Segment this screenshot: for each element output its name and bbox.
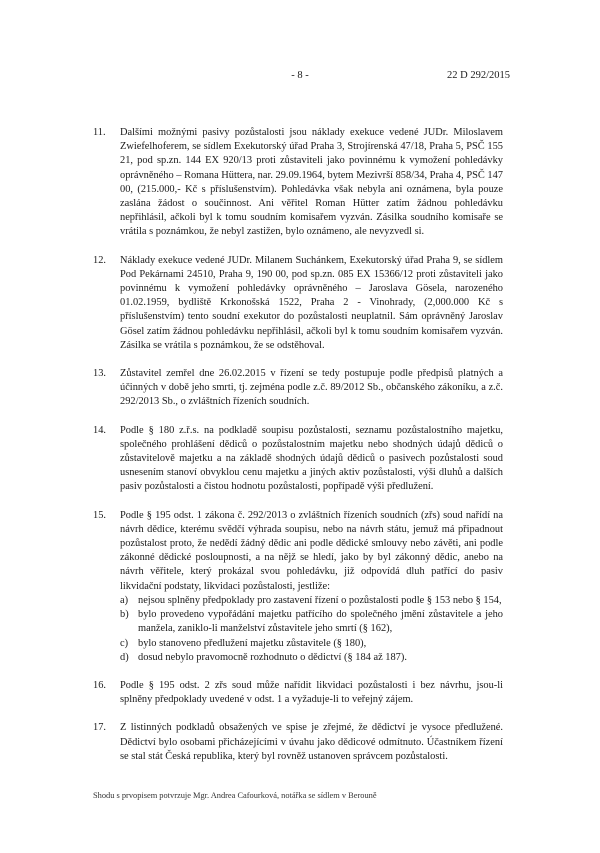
page-header — [0, 70, 600, 84]
paragraph-13 — [93, 367, 503, 410]
page-number: - 8 - — [291, 70, 309, 81]
list-item-label: b) — [120, 609, 129, 621]
condition-list — [120, 594, 503, 665]
list-item — [120, 651, 503, 665]
paragraph-number: 16. — [93, 679, 106, 691]
list-item-label: c) — [120, 637, 129, 649]
list-item — [120, 637, 503, 651]
list-item-text: bylo stanoveno předlužení majetku zůstavitele (§ 180), — [138, 637, 367, 649]
paragraph-text: Zůstavitel zemřel dne 26.02.2015 v řízení se tedy postupuje podle předpisů platných a účinných v době jeho smrti, tj. zejména podle z.č. 89/2012 Sb., občanského zákoníku, a z.č. 292/2013 Sb., o zvláštních řízeních soudních. — [120, 368, 503, 408]
paragraph-number: 11. — [93, 127, 106, 138]
paragraph-text: Podle § 195 odst. 1 zákona č. 292/2013 o zvláštních řízeních soudních (zřs) soud nařídí na návrh dědice, kterému svědčí výhrada soupisu, nebo na návrh státu, jemuž má připadnout pozůstalost proto, že nedědí žádný dědic ani podle dědické smlouvy nebo závěti, ani podle zákonné dědické posloupnosti, a na nějž se hledí, jako by byl zákonný dědic, anebo na návrh věřitele, který prokázal svou pohledávku, již odpovídá dluh patřící do pasiv likvidační podstaty, likvidaci pozůstalosti, jestliže: — [120, 509, 503, 592]
list-item-label: a) — [120, 594, 129, 606]
paragraph-number: 13. — [93, 368, 106, 380]
paragraph-11 — [93, 126, 503, 240]
paragraph-number: 12. — [93, 254, 106, 266]
certification-footer: Shodu s prvopisem potvrzuje Mgr. Andrea Cafourková, notářka se sídlem v Berouně — [93, 791, 377, 800]
paragraph-text: Z listinných podkladů obsažených ve spise je zřejmé, že dědictví je vysoce předlužené. Dědictví bylo osobami přicházejícími v úvahu jako dědicové odmítnuto. Účastníkem řízení se stal stát Česká republika, který byl rovněž ustanoven správcem pozůstalosti. — [120, 722, 503, 762]
paragraph-text: Dalšími možnými pasivy pozůstalosti jsou náklady exekuce vedené JUDr. Miloslavem Zwiefelhoferem, se sídlem Exekutorský úřad Praha 3, Strojírenská 47/18, Praha 5, PSČ 155 21, pod sp.zn. 144 EX 920/13 proti zůstaviteli jako povinnému k vymožení pohledávky oprávněného – Romana Hüttera, nar. 29.09.1964, bytem Mezivrší 858/34, Praha 4, PSČ 147 00, (215.000,- Kč s příslušenstvím). Pohledávka však nebyla ani oznámena, byla pouze zaslána žádost o součinnost. Ani věřitel Roman Hütter zatím žádnou pohledávku nepřihlásil, ačkoli byl k tomu soudním komisařem vyzván. Zásilka soudního komisaře se vrátila s poznámkou, že nebyl zastižen, bylo oznámeno, ale nevyzvedl si. — [120, 127, 503, 238]
paragraph-12 — [93, 254, 503, 353]
paragraph-17 — [93, 721, 503, 764]
list-item-text: dosud nebylo pravomocně rozhodnuto o dědictví (§ 184 až 187). — [138, 651, 407, 663]
paragraph-text: Podle § 195 odst. 2 zřs soud může nařídit likvidaci pozůstalosti i bez návrhu, jsou-li splněny předpoklady uvedené v odst. 1 a vyžaduje-li to veřejný zájem. — [120, 679, 503, 706]
case-number: 22 D 292/2015 — [447, 70, 510, 81]
list-item — [120, 608, 503, 636]
paragraph-15 — [93, 509, 503, 665]
paragraph-number: 17. — [93, 722, 106, 734]
document-body — [93, 126, 503, 778]
list-item-text: bylo provedeno vypořádání majetku patřícího do společného jmění zůstavitele a jeho manžela, zaniklo-li manželství zůstavitele jeho smrtí (§ 162), — [138, 609, 503, 635]
paragraph-14 — [93, 424, 503, 495]
paragraph-number: 15. — [93, 509, 106, 521]
paragraph-text: Náklady exekuce vedené JUDr. Milanem Suchánkem, Exekutorský úřad Praha 9, se sídlem Pod Pekárnami 24510, Praha 9, 190 00, pod sp.zn. 085 EX 15366/12 proti zůstaviteli jako povinnému k vymožení pohledávky oprávněného – Jaroslava Gösela, narozeného 01.02.1959, bydliště Krkonošská 1522, Praha 2 - Vinohrady, (2,000.000 Kč s příslušenstvím) tento soudní exekutor do pozůstalosti neuplatnil. Sám oprávněný Jaroslav Gösel zatím žádnou pohledávku nepřihlásil, ačkoli byl k tomu soudním komisařem vyzván. Zásilka se vrátila s poznámkou, že se odstěhoval. — [120, 254, 503, 351]
list-item — [120, 594, 503, 608]
paragraph-text: Podle § 180 z.ř.s. na podkladě soupisu pozůstalosti, seznamu pozůstalostního majetku, společného prohlášení dědiců o pozůstalostním majetku nebo shodných údajů dědiců o zůstavitelově majetku a na základě shodných údajů dědiců o pasivech pozůstalosti soud usnesením stanoví obvyklou cenu majetku a jiných aktiv pozůstalosti, výši dluhů a dalších pasiv pozůstalosti a čistou hodnotu pozůstalosti, popřípadě výši předlužení. — [120, 424, 503, 493]
paragraph-number: 14. — [93, 424, 106, 436]
paragraph-16 — [93, 679, 503, 707]
list-item-text: nejsou splněny předpoklady pro zastavení řízení o pozůstalosti podle § 153 nebo § 154, — [138, 594, 502, 606]
list-item-label: d) — [120, 651, 129, 663]
